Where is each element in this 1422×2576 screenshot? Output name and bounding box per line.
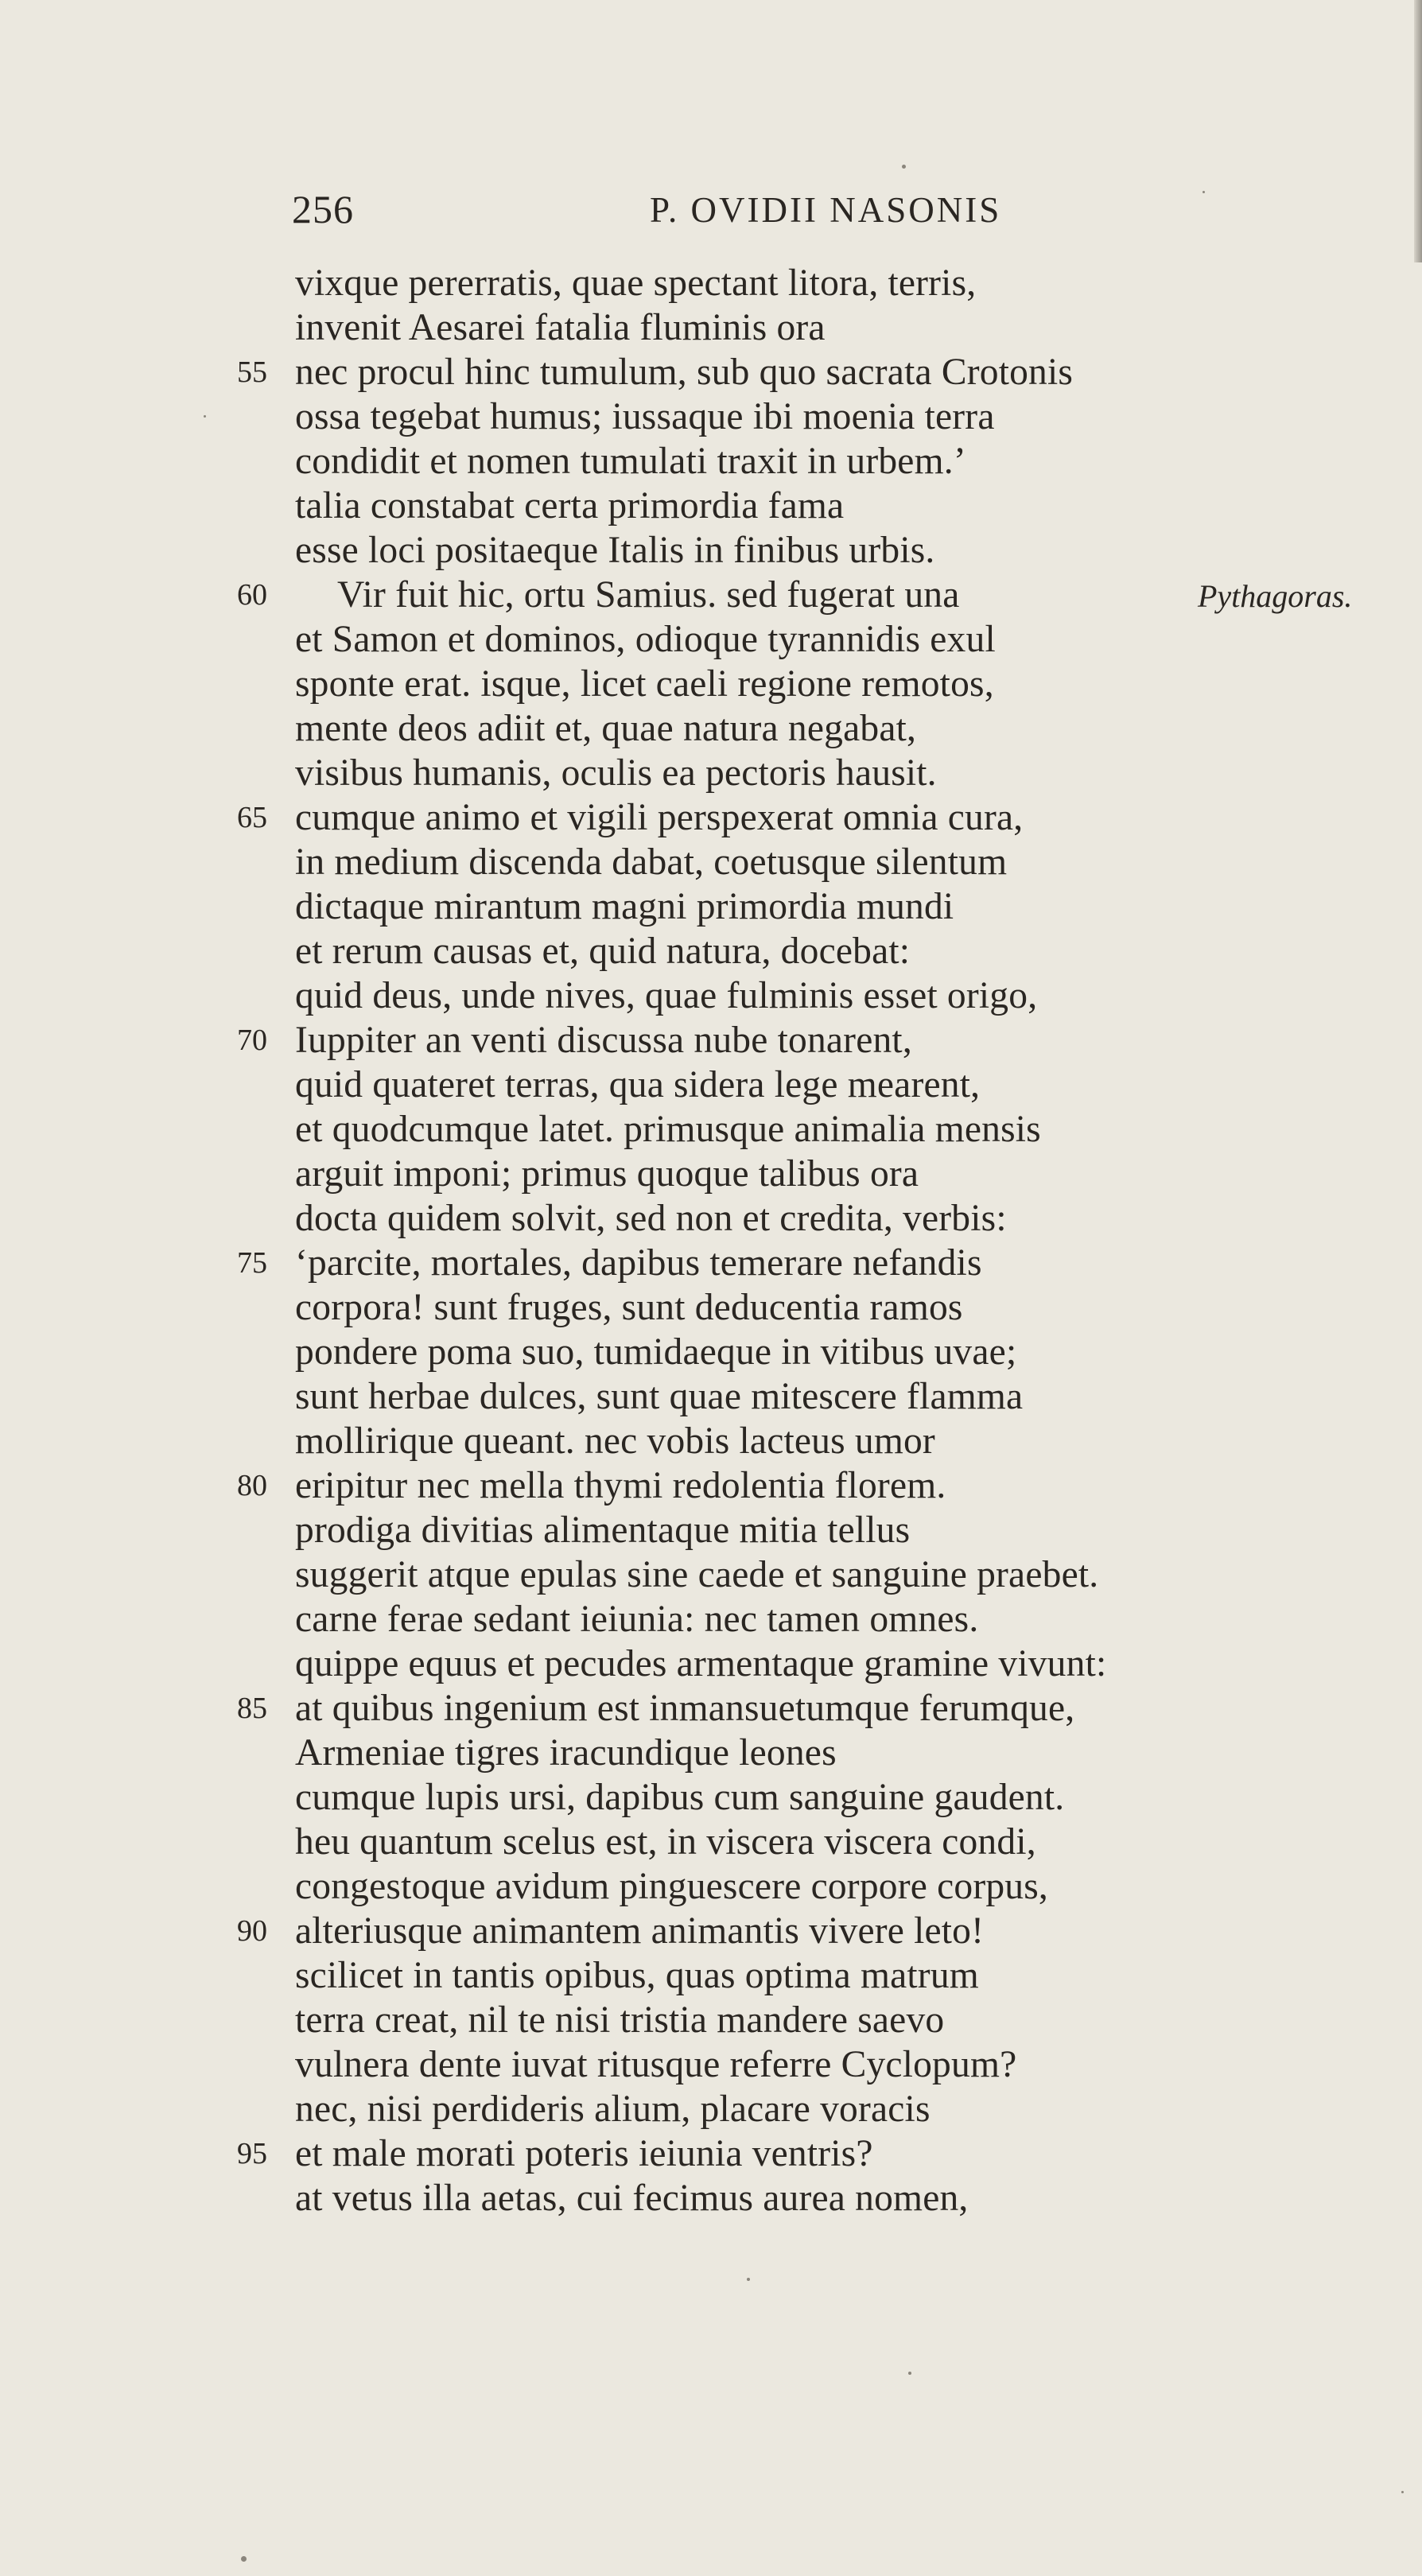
verse-line [0, 617, 1422, 662]
verse-text: pondere poma suo, tumidaeque in vitibus uvae; [295, 1331, 1017, 1373]
paper-speck [908, 2372, 911, 2375]
verse-text: eripitur nec mella thymi redolentia florem. [295, 1465, 946, 1506]
verse-line [0, 929, 1422, 973]
verse-line [0, 2131, 1422, 2176]
verse-text: prodiga divitias alimentaque mitia tellus [295, 1509, 911, 1551]
verse-line [0, 1820, 1422, 1864]
verse-line [0, 1330, 1422, 1374]
verse-line [0, 1463, 1422, 1508]
verse-text: Vir fuit hic, ortu Samius. sed fugerat una [337, 574, 960, 616]
verse-line [0, 1152, 1422, 1196]
verse-line [0, 2176, 1422, 2220]
verse-line [0, 1196, 1422, 1241]
verse-line [0, 1998, 1422, 2042]
verse-text: nec procul hinc tumulum, sub quo sacrata Crotonis [295, 352, 1074, 393]
paper-speck [241, 2556, 247, 2562]
line-number: 60 [237, 578, 267, 612]
verse-text: vulnera dente iuvat ritusque referre Cyclopum? [295, 2044, 1017, 2085]
verse-text: talia constabat certa primordia fama [295, 485, 845, 526]
running-title: P. OVIDII NASONIS [650, 190, 1002, 230]
verse-text: quid quateret terras, qua sidera lege mearent, [295, 1064, 981, 1105]
line-number: 55 [237, 356, 267, 389]
verse-text: sunt herbae dulces, sunt quae mitescere flamma [295, 1376, 1024, 1417]
verse-text: invenit Aesarei fatalia fluminis ora [295, 307, 826, 348]
line-number: 75 [237, 1246, 267, 1280]
verse-line [0, 751, 1422, 795]
page-edge-shadow [1414, 0, 1422, 262]
verse-line [0, 305, 1422, 350]
verse-line [0, 1597, 1422, 1642]
verse-text: dictaque mirantum magni primordia mundi [295, 886, 954, 927]
verse-line [0, 1419, 1422, 1463]
verse-line [0, 484, 1422, 528]
verse-line [0, 1285, 1422, 1330]
verse-text: scilicet in tantis opibus, quas optima matrum [295, 1955, 979, 1996]
verse-line [0, 1063, 1422, 1107]
verse-text: cumque lupis ursi, dapibus cum sanguine gaudent. [295, 1777, 1065, 1818]
verse-text: arguit imponi; primus quoque talibus ora [295, 1153, 919, 1195]
verse-text: terra creat, nil te nisi tristia mandere saevo [295, 1999, 945, 2041]
verse-line [0, 706, 1422, 751]
verse-text: heu quantum scelus est, in viscera viscera condi, [295, 1821, 1036, 1863]
verse-line [0, 662, 1422, 706]
verse-text: quid deus, unde nives, quae fulminis esset origo, [295, 975, 1038, 1016]
paper-speck [747, 2278, 750, 2281]
verse-line [0, 1241, 1422, 1285]
marginal-note: Pythagoras. [1198, 578, 1353, 614]
verse-line [0, 973, 1422, 1018]
verse-line [0, 1953, 1422, 1998]
verse-line [0, 1686, 1422, 1731]
line-number: 70 [237, 1024, 267, 1057]
verse-line [0, 439, 1422, 484]
verse-text: congestoque avidum pinguescere corpore corpus, [295, 1866, 1049, 1907]
verse-text: et rerum causas et, quid natura, docebat: [295, 931, 911, 972]
line-number: 95 [237, 2137, 267, 2170]
verse-line [0, 528, 1422, 573]
page-number: 256 [292, 187, 354, 231]
verse-line [0, 1552, 1422, 1597]
verse-block [0, 261, 1422, 2220]
line-number: 90 [237, 1914, 267, 1948]
verse-line [0, 1374, 1422, 1419]
verse-line [0, 261, 1422, 305]
verse-text: mollirique queant. nec vobis lacteus umor [295, 1420, 935, 1462]
paper-speck [902, 165, 906, 169]
verse-text: quippe equus et pecudes armentaque gramine vivunt: [295, 1643, 1107, 1684]
verse-text: carne ferae sedant ieiunia: nec tamen omnes. [295, 1599, 979, 1640]
line-number: 65 [237, 801, 267, 834]
verse-text: esse loci positaeque Italis in finibus urbis. [295, 530, 935, 571]
verse-line [0, 1864, 1422, 1909]
verse-line [0, 394, 1422, 439]
verse-text: sponte erat. isque, licet caeli regione remotos, [295, 663, 994, 705]
verse-text: et male morati poteris ieiunia ventris? [295, 2133, 873, 2174]
verse-text: ‘parcite, mortales, dapibus temerare nefandis [295, 1242, 982, 1284]
paper-speck [1202, 191, 1205, 193]
verse-text: condidit et nomen tumulati traxit in urbem.’ [295, 441, 966, 482]
verse-line [0, 884, 1422, 929]
verse-text: visibus humanis, oculis ea pectoris hausit. [295, 752, 937, 794]
verse-line [0, 2087, 1422, 2131]
verse-line [0, 1642, 1422, 1686]
verse-text: suggerit atque epulas sine caede et sanguine praebet. [295, 1554, 1099, 1595]
verse-text: ossa tegebat humus; iussaque ibi moenia terra [295, 396, 995, 437]
verse-line [0, 1508, 1422, 1552]
verse-line [0, 1775, 1422, 1820]
verse-text: alteriusque animantem animantis vivere leto! [295, 1910, 985, 1952]
verse-text: in medium discenda dabat, coetusque silentum [295, 841, 1008, 883]
verse-text: nec, nisi perdideris alium, placare voracis [295, 2088, 931, 2130]
verse-line [0, 350, 1422, 394]
verse-text: Armeniae tigres iracundique leones [295, 1732, 837, 1774]
verse-text: corpora! sunt fruges, sunt deducentia ramos [295, 1287, 963, 1328]
verse-line [0, 1107, 1422, 1152]
verse-text: docta quidem solvit, sed non et credita, verbis: [295, 1198, 1007, 1239]
paper-speck [204, 415, 206, 418]
line-number: 85 [237, 1692, 267, 1725]
verse-text: vixque pererratis, quae spectant litora, terris, [295, 262, 977, 304]
line-number: 80 [237, 1469, 267, 1502]
verse-line [0, 2042, 1422, 2087]
verse-line [0, 573, 1422, 617]
verse-text: et quodcumque latet. primusque animalia mensis [295, 1109, 1041, 1150]
verse-line [0, 1909, 1422, 1953]
verse-line [0, 1731, 1422, 1775]
verse-text: at quibus ingenium est inmansuetumque ferumque, [295, 1688, 1075, 1729]
verse-line [0, 795, 1422, 840]
verse-text: mente deos adiit et, quae natura negabat, [295, 708, 917, 749]
verse-line [0, 840, 1422, 884]
verse-line [0, 1018, 1422, 1063]
verse-text: cumque animo et vigili perspexerat omnia cura, [295, 797, 1024, 838]
verse-text: at vetus illa aetas, cui fecimus aurea nomen, [295, 2178, 969, 2219]
paper-speck [1401, 2491, 1404, 2493]
verse-text: Iuppiter an venti discussa nube tonarent, [295, 1020, 912, 1061]
verse-text: et Samon et dominos, odioque tyrannidis exul [295, 619, 996, 660]
